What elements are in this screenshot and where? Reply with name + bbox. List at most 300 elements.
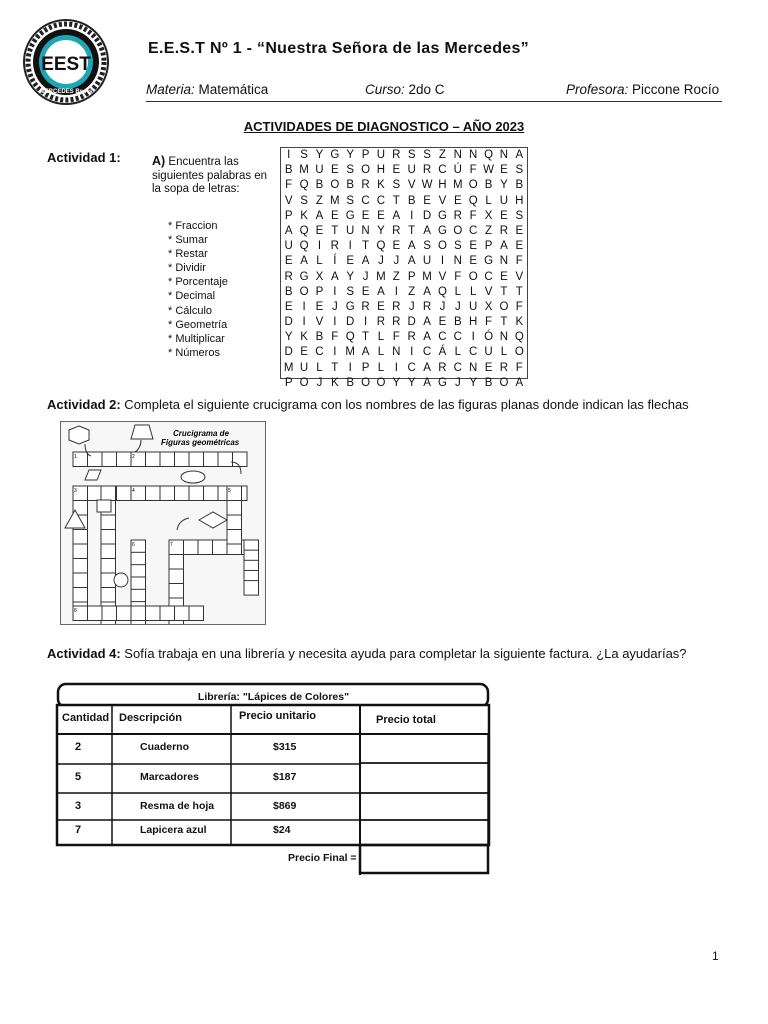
crossword-cell: [175, 606, 190, 621]
grid-letter: P: [361, 361, 370, 374]
actividad-4-label: Actividad 4:: [47, 646, 121, 661]
grid-letter: U: [284, 240, 293, 253]
header-descripcion: Descripción: [119, 712, 182, 724]
crossword-cell: [160, 486, 175, 501]
ellipse-shape: [181, 471, 205, 483]
word-list-item: * Cálculo: [168, 304, 213, 317]
grid-letter: U: [346, 224, 355, 237]
grid-letter: I: [394, 285, 398, 298]
grid-letter: G: [437, 224, 447, 237]
grid-letter: K: [330, 376, 339, 389]
grid-letter: I: [410, 346, 414, 359]
grid-letter: Ó: [484, 331, 494, 344]
grid-letter: U: [407, 164, 416, 177]
grid-letter: I: [410, 209, 414, 222]
crossword-cell: [233, 452, 248, 467]
grid-row-cells: [281, 148, 527, 163]
grid-letter: I: [363, 316, 368, 329]
actividad-2-label: Actividad 2:: [47, 397, 121, 412]
grid-letter: P: [315, 285, 324, 298]
grid-letter: R: [499, 361, 509, 374]
instruction-letter: A): [152, 154, 166, 168]
crossword-number: 5: [228, 488, 231, 494]
grid-letter: Y: [346, 149, 355, 161]
grid-row-cells: [281, 194, 527, 209]
grid-letter: F: [469, 164, 477, 177]
grid-letter: Q: [514, 331, 524, 344]
grid-letter: D: [407, 316, 416, 329]
grid-letter: A: [361, 255, 370, 268]
curso: [365, 82, 445, 97]
crossword-number: 1: [74, 454, 77, 460]
grid-letter: M: [330, 194, 340, 207]
crossword-cell: [73, 530, 88, 545]
row-qty: 3: [75, 800, 82, 812]
grid-letter: U: [469, 300, 478, 313]
crossword-cell: [189, 452, 204, 467]
hexagon-shape: [69, 426, 89, 444]
grid-letter: O: [499, 376, 509, 389]
grid-letter: F: [331, 331, 339, 344]
crossword-cell: [169, 584, 184, 599]
grid-letter: V: [315, 316, 324, 329]
grid-letter: E: [361, 209, 370, 222]
crossword-cell: [102, 606, 117, 621]
grid-letter: L: [377, 361, 385, 374]
crossword-cell: [146, 486, 161, 501]
grid-letter: X: [484, 209, 493, 222]
grid-letter: U: [299, 361, 309, 374]
grid-letter: J: [362, 270, 369, 283]
grid-letter: G: [437, 376, 447, 389]
grid-letter: S: [453, 240, 462, 253]
grid-letter: E: [469, 240, 478, 253]
grid-letter: B: [515, 179, 524, 192]
grid-letter: Y: [469, 376, 478, 389]
crossword-cell: [73, 559, 88, 574]
crossword-cell: [131, 606, 146, 621]
grid-letter: E: [330, 164, 339, 177]
grid-letter: M: [345, 346, 355, 359]
actividad-2-text: Completa el siguiente crucigrama con los nombres de las figuras planas donde indican las flechas: [120, 397, 689, 412]
row-total-input[interactable]: [361, 736, 487, 758]
grid-letter: A: [423, 316, 431, 329]
grid-letter: L: [454, 285, 462, 298]
grid-letter: A: [423, 361, 431, 374]
grid-letter: A: [392, 209, 401, 222]
grid-letter: C: [453, 331, 462, 344]
grid-letter: O: [499, 300, 509, 313]
grid-row-cells: [281, 224, 527, 239]
rhombus-shape: [199, 512, 227, 528]
grid-letter: Y: [315, 149, 324, 161]
row-total-input[interactable]: [361, 766, 487, 788]
grid-letter: E: [484, 361, 493, 374]
grid-letter: I: [471, 331, 475, 344]
crossword-cell: [227, 530, 242, 545]
grid-letter: N: [469, 149, 478, 161]
grid-letter: S: [515, 209, 524, 222]
word-list-item: * Fraccion: [168, 220, 218, 232]
grid-letter: E: [500, 270, 508, 283]
grid-letter: L: [485, 194, 492, 207]
grid-letter: C: [376, 194, 386, 207]
grid-letter: J: [454, 300, 461, 313]
grid-letter: Q: [299, 179, 309, 192]
grid-letter: H: [515, 194, 524, 207]
grid-letter: L: [377, 331, 385, 344]
crossword-cell: [88, 486, 103, 501]
grid-row-cells: [281, 285, 527, 300]
grid-letter: X: [315, 270, 324, 283]
grid-letter: T: [500, 316, 508, 329]
grid-letter: F: [454, 270, 462, 283]
grid-letter: A: [500, 240, 508, 253]
grid-letter: N: [499, 149, 509, 161]
grid-letter: E: [330, 209, 339, 222]
grid-row-cells: [281, 270, 527, 285]
crossword-cell: [73, 573, 88, 588]
crossword-cell: [146, 452, 161, 467]
grid-letter: U: [376, 149, 386, 161]
grid-letter: K: [300, 209, 308, 222]
grid-letter: H: [469, 316, 478, 329]
grid-letter: B: [453, 316, 462, 329]
crossword-cell: [101, 486, 116, 501]
logo-text: EEST: [41, 54, 91, 75]
grid-letter: Í: [333, 255, 337, 268]
crossword-cell: [73, 544, 88, 559]
grid-letter: Á: [438, 346, 447, 359]
grid-letter: C: [438, 331, 447, 344]
crossword-number: 4: [132, 488, 135, 494]
row-total-input[interactable]: [361, 795, 487, 817]
grid-letter: N: [392, 346, 401, 359]
grid-letter: N: [469, 361, 478, 374]
word-list-item: * Sumar: [168, 234, 208, 247]
grid-letter: U: [499, 194, 509, 207]
grid-letter: C: [438, 164, 447, 177]
grid-letter: Q: [299, 240, 309, 253]
crossword-cell: [101, 573, 116, 588]
grid-letter: O: [514, 346, 524, 359]
grid-letter: F: [515, 300, 523, 313]
crossword-cell: [101, 515, 116, 530]
grid-letter: G: [437, 209, 447, 222]
crossword-cell: [160, 452, 175, 467]
word-list-item: * Números: [168, 346, 220, 359]
grid-letter: A: [300, 255, 308, 268]
crossword-cell: [117, 486, 132, 501]
grid-letter: V: [438, 194, 447, 207]
word-list-item: * Dividir: [168, 262, 206, 275]
grid-letter: F: [515, 361, 523, 374]
grid-letter: L: [454, 346, 462, 359]
grid-letter: T: [362, 331, 370, 344]
grid-letter: L: [377, 346, 385, 359]
row-qty: 5: [75, 771, 82, 783]
grid-letter: E: [361, 285, 370, 298]
grid-letter: B: [284, 164, 293, 177]
grid-letter: O: [361, 376, 371, 389]
crossword-title-1: Crucigrama de: [173, 429, 230, 438]
grid-letter: D: [284, 346, 293, 359]
grid-letter: E: [377, 209, 385, 222]
grid-letter: J: [454, 376, 461, 389]
grid-letter: S: [423, 149, 431, 161]
grid-row-cells: [281, 300, 527, 315]
grid-letter: Q: [437, 285, 447, 298]
trapezoid-shape: [131, 425, 153, 439]
row-total-input[interactable]: [361, 819, 487, 841]
crossword-drawing: [61, 422, 265, 624]
grid-letter: F: [485, 316, 493, 329]
grid-letter: R: [392, 300, 401, 313]
actividad-4-text: Sofía trabaja en una librería y necesita ayuda para completar la siguiente factura. ¿La ayudarías?: [120, 646, 687, 661]
grid-row-cells: [281, 315, 527, 330]
crossword-cell: [218, 452, 233, 467]
grid-letter: Q: [468, 194, 478, 207]
grid-letter: Z: [408, 285, 416, 298]
grid-letter: R: [330, 240, 339, 253]
crossword-cell: [244, 581, 259, 596]
profesora: [566, 82, 719, 97]
crossword-cell: [88, 452, 103, 467]
crossword-cell: [169, 569, 184, 584]
precio-final-label: Precio Final =: [288, 852, 357, 864]
crossword-cell: [175, 452, 190, 467]
grid-letter: K: [377, 179, 385, 192]
school-name: E.E.S.T Nº 1 - “Nuestra Señora de las Mercedes”: [148, 40, 529, 57]
grid-letter: E: [346, 255, 355, 268]
row-unit-price: $869: [273, 800, 297, 812]
crossword-title-2: Figuras geométricas: [161, 438, 240, 447]
grid-letter: N: [453, 149, 462, 161]
header-precio-unitario: Precio unitario: [239, 710, 317, 722]
grid-letter: C: [469, 224, 478, 237]
crossword-image: [60, 421, 266, 625]
grid-letter: Z: [392, 270, 400, 283]
grid-letter: V: [284, 194, 293, 207]
grid-letter: Z: [485, 224, 493, 237]
grid-letter: M: [299, 164, 309, 177]
grid-letter: P: [484, 240, 493, 253]
grid-letter: P: [361, 149, 370, 161]
grid-letter: T: [392, 194, 400, 207]
grid-letter: I: [333, 346, 337, 359]
grid-letter: O: [468, 270, 478, 283]
grid-row-cells: [281, 209, 527, 224]
grid-letter: J: [408, 300, 415, 313]
grid-letter: E: [315, 300, 324, 313]
grid-letter: D: [284, 316, 293, 329]
grid-letter: Ú: [453, 164, 462, 177]
grid-letter: E: [500, 209, 508, 222]
grid-letter: G: [330, 149, 340, 161]
grid-letter: S: [300, 149, 308, 161]
row-description: Lapicera azul: [140, 824, 207, 836]
grid-letter: F: [515, 255, 523, 268]
grid-letter: B: [284, 285, 293, 298]
grid-letter: F: [392, 331, 400, 344]
grid-letter: O: [361, 164, 371, 177]
grid-letter: V: [515, 270, 524, 283]
materia-label: Materia:: [146, 82, 195, 97]
grid-letter: T: [331, 361, 339, 374]
grid-letter: C: [422, 346, 432, 359]
grid-letter: I: [302, 316, 306, 329]
materia: [146, 82, 268, 97]
materia-value: Matemática: [194, 82, 269, 97]
crossword-cell: [73, 588, 88, 603]
grid-letter: E: [315, 224, 324, 237]
grid-letter: Z: [438, 149, 446, 161]
row-description: Resma de hoja: [140, 800, 215, 812]
crossword-cell: [101, 559, 116, 574]
grid-letter: S: [346, 194, 355, 207]
grid-letter: I: [394, 361, 398, 374]
grid-letter: G: [484, 255, 494, 268]
grid-letter: A: [423, 331, 431, 344]
grid-letter: S: [346, 164, 355, 177]
grid-letter: E: [377, 300, 385, 313]
actividad-4: [47, 646, 687, 661]
grid-letter: B: [346, 179, 355, 192]
grid-letter: E: [438, 316, 447, 329]
grid-letter: S: [392, 179, 401, 192]
curso-value: 2do C: [404, 82, 445, 97]
grid-letter: L: [500, 346, 508, 359]
grid-letter: E: [284, 255, 293, 268]
grid-letter: R: [361, 179, 370, 192]
grid-letter: W: [483, 164, 494, 177]
grid-letter: V: [438, 270, 447, 283]
crossword-cell: [146, 606, 161, 621]
grid-letter: O: [437, 240, 447, 253]
grid-letter: E: [300, 346, 308, 359]
grid-letter: R: [499, 224, 509, 237]
grid-letter: O: [299, 285, 309, 298]
grid-letter: G: [345, 300, 355, 313]
precio-final-input[interactable]: [361, 846, 487, 872]
curso-label: Curso:: [365, 82, 405, 97]
grid-letter: E: [392, 164, 401, 177]
grid-letter: F: [469, 209, 477, 222]
grid-letter: A: [407, 255, 416, 268]
grid-letter: O: [299, 376, 309, 389]
grid-letter: E: [453, 194, 462, 207]
crossword-cell: [117, 452, 132, 467]
row-qty: 7: [75, 824, 82, 836]
square-shape: [97, 500, 111, 512]
grid-letter: A: [407, 240, 416, 253]
grid-row-cells: [281, 254, 527, 269]
grid-letter: Y: [377, 224, 385, 237]
word-list: [168, 219, 228, 360]
grid-letter: Y: [500, 179, 508, 192]
grid-row-cells: [281, 361, 527, 376]
actividad-1-instruction: [152, 155, 277, 197]
grid-letter: M: [453, 179, 463, 192]
circle-shape: [114, 573, 128, 587]
grid-letter: S: [423, 240, 431, 253]
grid-letter: R: [284, 270, 293, 283]
word-list-item: * Restar: [168, 248, 208, 261]
grid-letter: S: [300, 194, 308, 207]
grid-letter: R: [438, 361, 447, 374]
grid-letter: C: [453, 361, 462, 374]
actividad-2: [47, 397, 689, 412]
grid-letter: I: [302, 300, 306, 313]
grid-letter: R: [392, 224, 401, 237]
row-unit-price: $24: [273, 824, 291, 836]
actividad-1-label: Actividad 1:: [47, 150, 121, 165]
grid-letter: O: [330, 179, 340, 192]
grid-letter: H: [376, 164, 386, 177]
grid-letter: M: [422, 270, 432, 283]
logo-ring-text: MERCEDES Bs.As: [39, 89, 93, 95]
grid-letter: P: [284, 209, 293, 222]
grid-letter: Q: [484, 149, 494, 161]
crossword-number: 7: [170, 542, 173, 548]
grid-letter: C: [469, 346, 478, 359]
crossword-cell: [227, 501, 242, 516]
invoice: [55, 682, 492, 875]
crossword-cell: [169, 555, 184, 570]
grid-letter: R: [392, 316, 401, 329]
grid-letter: P: [407, 270, 416, 283]
grid-letter: O: [376, 376, 386, 389]
grid-letter: B: [484, 179, 493, 192]
grid-letter: Q: [376, 240, 386, 253]
grid-letter: U: [315, 164, 324, 177]
row-unit-price: $315: [273, 741, 297, 753]
grid-letter: O: [468, 179, 478, 192]
crossword-cell: [101, 588, 116, 603]
arrow-shape: [177, 518, 189, 530]
grid-row-cells: [281, 376, 527, 391]
crossword-cell: [189, 606, 204, 621]
grid-row-cells: [281, 239, 527, 254]
grid-letter: A: [423, 285, 431, 298]
grid-letter: B: [484, 376, 493, 389]
crossword-number: 3: [74, 488, 77, 494]
grid-letter: L: [316, 255, 323, 268]
grid-letter: Y: [392, 376, 401, 389]
crossword-number: 2: [132, 454, 135, 460]
crossword-cell: [204, 452, 219, 467]
crossword-cell: [160, 606, 175, 621]
grid-letter: N: [453, 255, 462, 268]
grid-letter: B: [315, 331, 324, 344]
row-qty: 2: [75, 741, 82, 753]
grid-letter: K: [515, 316, 524, 329]
word-list-item: * Multiplicar: [168, 332, 225, 345]
grid-letter: R: [361, 300, 370, 313]
grid-letter: E: [500, 164, 508, 177]
grid-letter: F: [285, 179, 293, 192]
school-logo: [22, 18, 110, 106]
grid-letter: I: [440, 255, 445, 268]
grid-letter: R: [376, 316, 386, 329]
grid-letter: Y: [284, 331, 293, 344]
grid-letter: S: [407, 149, 416, 161]
crossword-cell: [102, 452, 117, 467]
grid-letter: A: [330, 270, 339, 283]
grid-letter: Y: [346, 270, 355, 283]
grid-letter: I: [348, 361, 352, 374]
grid-letter: A: [361, 346, 370, 359]
